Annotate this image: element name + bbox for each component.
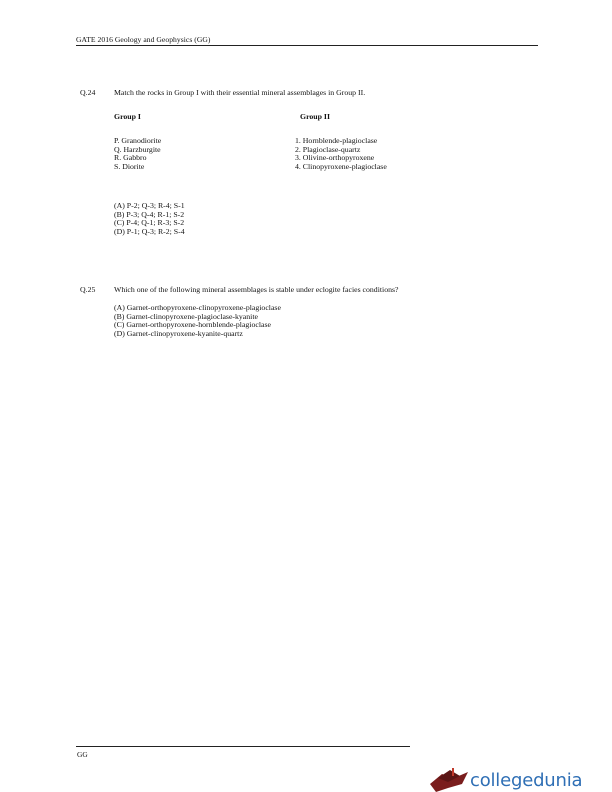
collegedunia-logo	[428, 766, 612, 792]
question-24-number: Q.24	[80, 88, 96, 97]
answer-option: (A) Garnet-orthopyroxene-clinopyroxene-plagioclase	[114, 303, 281, 312]
header-divider	[76, 45, 538, 46]
answer-option: (D) Garnet-clinopyroxene-kyanite-quartz	[114, 328, 243, 338]
footer-divider	[76, 746, 410, 747]
group-2-item: 4. Clinopyroxene-plagioclase	[295, 161, 387, 171]
group-2-list	[295, 137, 387, 171]
question-25-stem: Which one of the following mineral assemblages is stable under eclogite facies conditions?	[114, 285, 399, 294]
graduation-cap-icon	[428, 766, 472, 792]
question-24-stem: Match the rocks in Group I with their essential mineral assemblages in Group II.	[114, 88, 366, 97]
group-2-item: 2. Plagioclase-quartz	[295, 144, 361, 154]
group-1-item: P. Granodiorite	[114, 136, 162, 145]
answer-option: (C) P-4; Q-1; R-3; S-2	[114, 218, 185, 228]
group-2-heading: Group II	[300, 112, 330, 121]
answer-option: (D) P-1; Q-3; R-2; S-4	[114, 226, 185, 236]
group-2-item: 3. Olivine-orthopyroxene	[295, 153, 375, 163]
group-1-item: R. Gabbro	[114, 153, 147, 163]
group-1-list	[114, 137, 161, 171]
page-header-title: GATE 2016 Geology and Geophysics (GG)	[76, 35, 211, 44]
answer-option: (A) P-2; Q-3; R-4; S-1	[114, 201, 185, 210]
group-2-item: 1. Hornblende-plagioclase	[295, 136, 378, 145]
answer-option: (B) Garnet-clinopyroxene-plagioclase-kyanite	[114, 311, 258, 321]
question-24-options	[114, 202, 185, 236]
group-1-item: S. Diorite	[114, 161, 145, 171]
group-1-item: Q. Harzburgite	[114, 144, 161, 154]
group-1-heading: Group I	[114, 112, 141, 121]
question-25-number: Q.25	[80, 285, 96, 294]
footer-label: GG	[77, 750, 88, 759]
answer-option: (C) Garnet-orthopyroxene-hornblende-plagioclase	[114, 320, 271, 330]
answer-option: (B) P-3; Q-4; R-1; S-2	[114, 209, 185, 219]
question-25-options	[114, 304, 281, 338]
logo-wordmark: collegedunia	[470, 770, 583, 791]
